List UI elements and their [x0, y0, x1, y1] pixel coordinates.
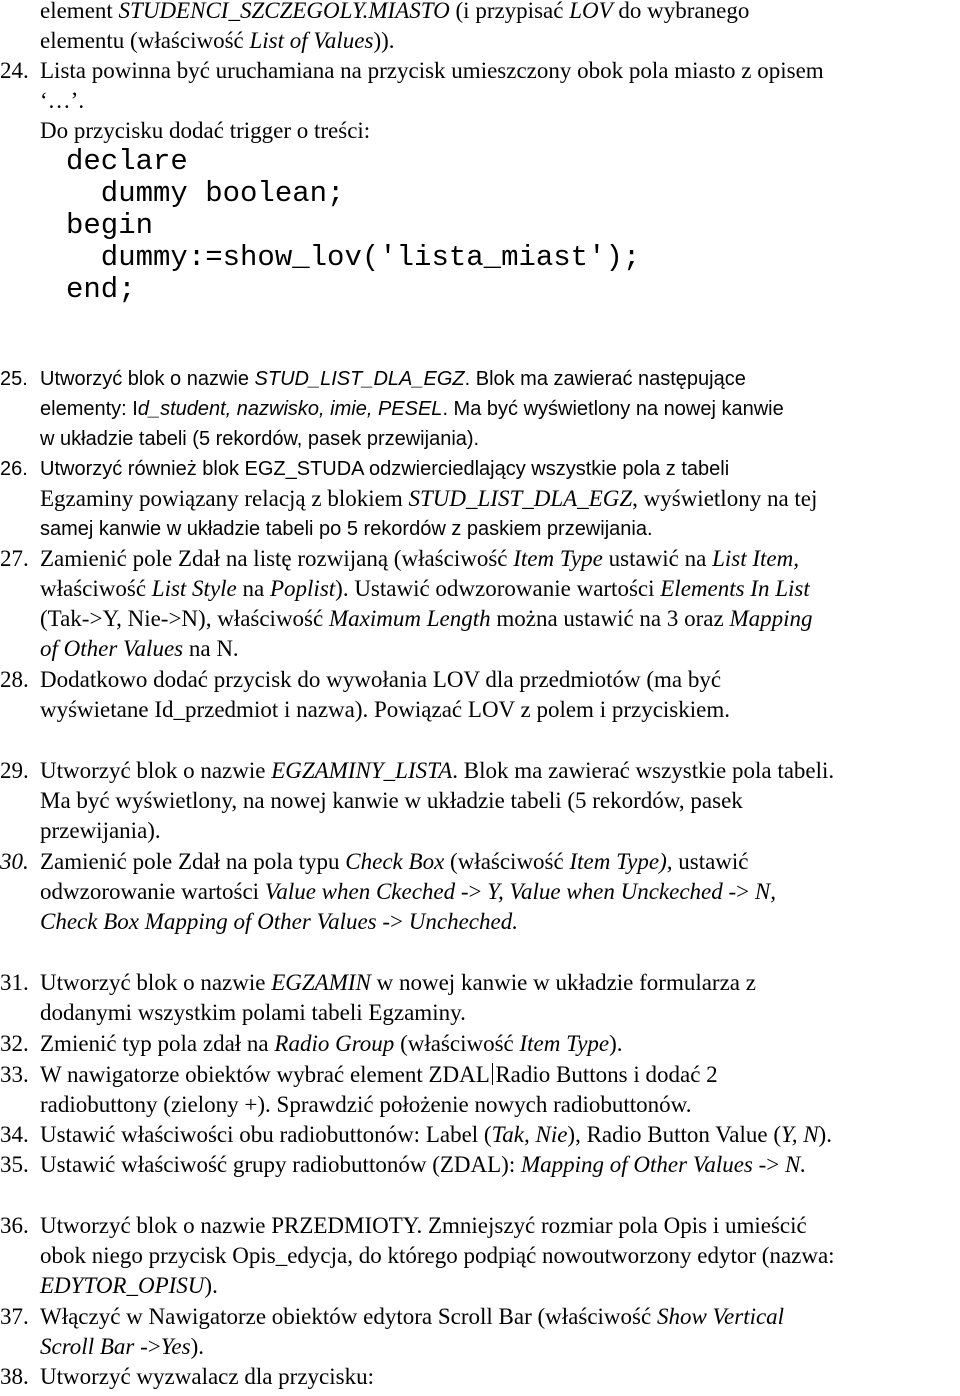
text-run-italic: Uncheched.	[408, 909, 518, 934]
item-number: 37.	[0, 1304, 29, 1329]
item-number: 34.	[0, 1122, 29, 1147]
item-number	[0, 847, 40, 878]
code-line: begin	[66, 209, 154, 242]
text-line: Lista powinna być uruchamiana na przycisk umieszczony obok pola miasto z opisem	[40, 58, 824, 83]
text-line	[40, 1150, 950, 1181]
item-number: 24.	[0, 58, 29, 83]
item-number: 26.	[0, 458, 28, 480]
text-line	[40, 756, 950, 787]
text-line	[40, 1060, 950, 1091]
text-run-italic: Maximum Length	[328, 606, 491, 631]
item-number: 32.	[0, 1031, 29, 1056]
text-run: , wyświetlony na tej	[632, 486, 818, 511]
text-run: Zamienić pole Zdał na listę rozwijaną (właściwość	[40, 546, 514, 571]
text-run: ).	[190, 1334, 204, 1359]
text-line	[40, 634, 950, 665]
text-run-italic: Yes	[160, 1334, 191, 1359]
text-line	[40, 574, 950, 605]
text-run-italic: EGZAMINY_LISTA	[271, 758, 453, 783]
item-number: 31.	[0, 970, 29, 995]
item-number-italic: 30.	[0, 849, 29, 874]
text-run: na	[236, 576, 270, 601]
text-run-italic: EGZAMIN	[271, 970, 371, 995]
text-run: (właściwość	[394, 1031, 520, 1056]
text-line	[40, 1271, 950, 1302]
text-run-italic: Elements In List	[660, 576, 810, 601]
text-run: Włączyć w Nawigatorze obiektów edytora Scroll Bar (właściwość	[40, 1304, 657, 1329]
text-run-italic: EDYTOR_OPISU	[40, 1273, 205, 1298]
item-number: 29.	[0, 758, 29, 783]
text-run: ).	[818, 1122, 832, 1147]
text-run: elementu (właściwość	[40, 28, 250, 53]
item-number: 25.	[0, 368, 28, 390]
text-line: Ma być wyświetlony, na nowej kanwie w układzie tabeli (5 rekordów, pasek	[40, 788, 743, 813]
text-run: można ustawić na 3 oraz	[490, 606, 730, 631]
code-line: dummy boolean;	[66, 177, 345, 210]
code-line: dummy:=show_lov('lista_miast');	[66, 241, 641, 274]
text-run: ustawić na	[602, 546, 713, 571]
text-run-italic: of Other Values	[40, 636, 184, 661]
text-run: ).	[204, 1273, 218, 1298]
text-run-italic: Y, N	[781, 1122, 819, 1147]
text-run: ), Radio Button Value (	[567, 1122, 782, 1147]
text-line: radiobuttony (zielony +). Sprawdzić położenie nowych radiobuttonów.	[40, 1092, 692, 1117]
text-run: właściwość	[40, 576, 152, 601]
text-run-italic: N.	[785, 1152, 807, 1177]
text-run-italic: Value when Ckeched	[264, 879, 456, 904]
text-run: Zamienić pole Zdał na pola typu	[40, 849, 346, 874]
text-run: Utworzyć blok o nazwie	[40, 758, 272, 783]
text-run: W nawigatorze obiektów wybrać element ZDAL	[40, 1062, 490, 1087]
text-run: ->	[455, 879, 488, 904]
text-run-italic: Mapping	[729, 606, 813, 631]
text-run-italic: Item Type),	[569, 849, 673, 874]
text-run-italic: STUD_LIST_DLA_EGZ	[408, 486, 633, 511]
text-line: samej kanwie w układzie tabeli po 5 rekordów z paskiem przewijania.	[40, 518, 653, 540]
text-run-italic: STUDENCI_SZCZEGOLY.MIASTO	[118, 0, 450, 23]
text-run: Utworzyć blok o nazwie	[40, 970, 272, 995]
text-line: Do przycisku dodać trigger o treści:	[40, 118, 371, 143]
text-line: wyświetane Id_przedmiot i nazwa). Powiązać LOV z polem i przyciskiem.	[40, 697, 730, 722]
text-line: obok niego przycisk Opis_edycja, do którego podpiąć nowoutworzony edytor (nazwa:	[40, 1243, 835, 1268]
text-run-italic: Mapping of Other Values	[520, 1152, 753, 1177]
text-run: (Tak->Y, Nie->N), właściwość	[40, 606, 329, 631]
text-run: Egzaminy powiązany relacją z blokiem	[40, 486, 409, 511]
text-line	[40, 544, 950, 575]
item-number: 28.	[0, 667, 29, 692]
text-run-italic: Poplist	[269, 576, 336, 601]
text-line	[40, 364, 950, 395]
text-run: ).	[609, 1031, 623, 1056]
text-line	[40, 1029, 950, 1060]
item-number: 33.	[0, 1062, 29, 1087]
text-run-italic: Check Box Mapping of Other Values	[40, 909, 377, 934]
text-line	[40, 1120, 950, 1151]
text-run: ->	[376, 909, 409, 934]
text-line	[40, 394, 950, 425]
text-run-italic: List Style	[151, 576, 237, 601]
text-run-italic: Check Box	[345, 849, 445, 874]
text-run: . Ma być wyświetlony na nowej kanwie	[442, 398, 784, 420]
text-run-italic: Item Type	[513, 546, 603, 571]
text-cursor	[492, 1063, 494, 1085]
text-run: ->	[752, 1152, 786, 1177]
text-run-italic: Scroll Bar	[40, 1334, 135, 1359]
text-run-italic: LOV	[569, 0, 613, 23]
text-run-italic: N,	[754, 879, 776, 904]
text-run: do wybranego	[612, 0, 750, 23]
text-run-italic: List Item,	[712, 546, 799, 571]
text-run: . Blok ma zawierać wszystkie pola tabeli.	[452, 758, 835, 783]
text-run-italic: Show Vertical	[656, 1304, 785, 1329]
item-number: 36.	[0, 1213, 29, 1238]
text-run: ->	[722, 879, 755, 904]
text-run: ->	[134, 1334, 161, 1359]
text-run: w nowej kanwie w układzie formularza z	[370, 970, 756, 995]
text-run: (i przypisać	[449, 0, 570, 23]
text-run-italic: List of Values	[249, 28, 374, 53]
text-run: na N.	[183, 636, 239, 661]
text-run: Radio Buttons i dodać 2	[495, 1062, 718, 1087]
text-line	[40, 484, 950, 515]
text-run-italic: Y, Value when Unckeched	[487, 879, 723, 904]
text-run: )).	[373, 28, 395, 53]
text-run: element	[40, 0, 119, 23]
text-line: ‘…’.	[40, 88, 85, 113]
code-line: declare	[66, 145, 188, 178]
item-number: 38.	[0, 1364, 29, 1389]
text-run: Utworzyć blok o nazwie	[40, 368, 255, 390]
text-line	[40, 26, 950, 57]
text-run-italic: Radio Group	[274, 1031, 395, 1056]
item-number: 35.	[0, 1152, 29, 1177]
text-line	[40, 907, 950, 938]
text-line: Utworzyć również blok EGZ_STUDA odzwierciedlający wszystkie pola z tabeli	[40, 458, 730, 480]
text-run: Ustawić właściwości obu radiobuttonów: Label (	[40, 1122, 492, 1147]
text-line	[40, 968, 950, 999]
text-line: Utworzyć wyzwalacz dla przycisku:	[40, 1364, 374, 1389]
text-run: Ustawić właściwość grupy radiobuttonów (ZDAL):	[40, 1152, 521, 1177]
text-run-italic: STUD_LIST_DLA_EGZ	[254, 368, 465, 390]
text-run: (właściwość	[444, 849, 570, 874]
text-line	[40, 1332, 950, 1363]
text-run-italic: Item Type	[519, 1031, 610, 1056]
text-run: elementy: I	[40, 398, 138, 420]
text-run: ustawić	[672, 849, 749, 874]
text-line: w układzie tabeli (5 rekordów, pasek przewijania).	[40, 428, 480, 450]
text-line: Utworzyć blok o nazwie PRZEDMIOTY. Zmniejszyć rozmiar pola Opis i umieścić	[40, 1213, 807, 1238]
text-run-italic: Tak, Nie	[491, 1122, 568, 1147]
text-line	[40, 0, 950, 27]
text-run: ). Ustawić odwzorowanie wartości	[335, 576, 661, 601]
text-line	[40, 1302, 950, 1333]
text-run: Zmienić typ pola zdał na	[40, 1031, 275, 1056]
text-run-italic: d_student, nazwisko, imie, PESEL	[137, 398, 443, 420]
code-line: end;	[66, 273, 136, 306]
text-run: odwzorowanie wartości	[40, 879, 265, 904]
text-line: Dodatkowo dodać przycisk do wywołania LOV dla przedmiotów (ma być	[40, 667, 722, 692]
text-line: dodanymi wszystkim polami tabeli Egzaminy.	[40, 1000, 466, 1025]
text-line	[40, 877, 950, 908]
text-run: . Blok ma zawierać następujące	[464, 368, 746, 390]
text-line	[40, 604, 950, 635]
item-number: 27.	[0, 546, 29, 571]
text-line	[40, 847, 950, 878]
text-line: przewijania).	[40, 818, 161, 843]
